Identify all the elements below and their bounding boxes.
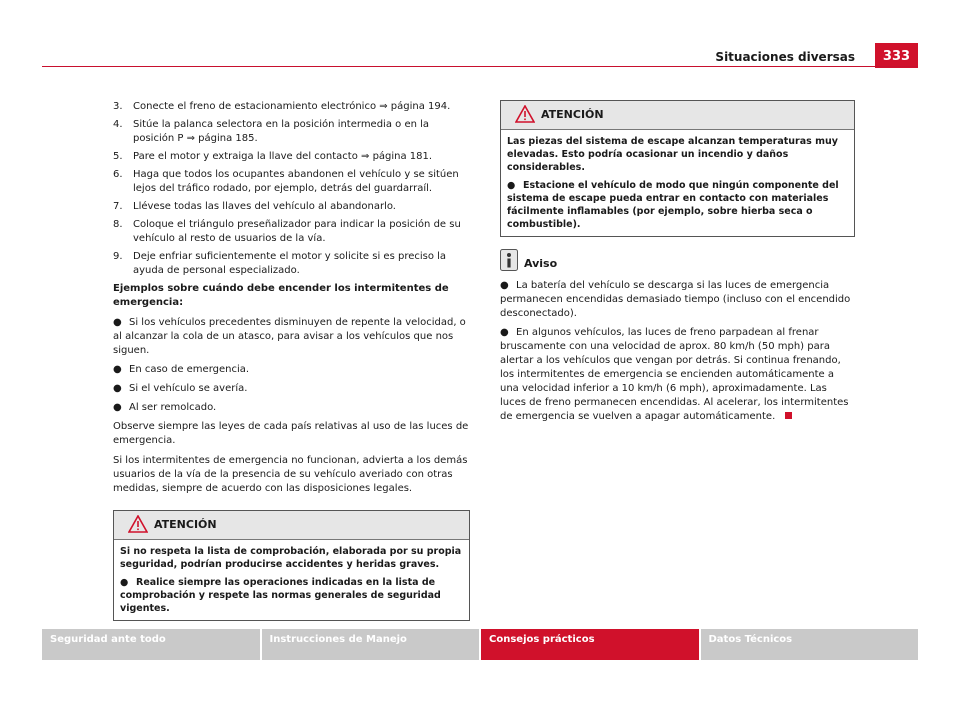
warning-triangle-icon	[128, 515, 148, 533]
warning-title: ATENCIÓN	[154, 518, 217, 531]
warning-title: ATENCIÓN	[541, 108, 604, 121]
paragraph-laws: Observe siempre las leyes de cada país relativas al uso de las luces de emergencia.	[113, 421, 469, 446]
list-item: ● Si el vehículo se avería.	[113, 383, 248, 394]
step-item: 9. Deje enfriar suficientemente el motor y solicite si es preciso la ayuda de personal especializado.	[113, 251, 447, 276]
examples-list	[113, 316, 470, 415]
warning-header	[501, 101, 854, 130]
warning-text: Si no respeta la lista de comprobación, elaborada por su propia seguridad, podrían producirse accidentes y heridas graves.	[120, 546, 462, 570]
step-item: 7. Llévese todas las llaves del vehículo al abandonarlo.	[113, 201, 396, 212]
tab-datos-tecnicos[interactable]: Datos Técnicos	[701, 629, 919, 660]
warning-box-checklist	[113, 510, 470, 621]
list-item: ● En caso de emergencia.	[113, 364, 250, 375]
tab-consejos[interactable]: Consejos prácticos	[481, 629, 699, 660]
step-item: 8. Coloque el triángulo preseñalizador para indicar la posición de su vehículo al resto de usuarios de la vía.	[113, 219, 461, 244]
list-item: ● Al ser remolcado.	[113, 402, 217, 413]
list-item: ● Si los vehículos precedentes disminuyen de repente la velocidad, o al alcanzar la cola de un atasco, para avisar a los vehículos que nos siguen.	[113, 317, 466, 356]
warning-box-exhaust	[500, 100, 855, 237]
warning-body	[501, 130, 854, 236]
note-title: Aviso	[524, 257, 558, 270]
paragraph-hazard-failure: Si los intermitentes de emergencia no funcionan, advierta a los demás usuarios de la vía de la presencia de su vehículo averiado con otras medidas, siempre de acuerdo con las disposiciones legales.	[113, 455, 468, 494]
right-column	[500, 100, 855, 429]
tab-seguridad[interactable]: Seguridad ante todo	[42, 629, 260, 660]
tab-instrucciones[interactable]: Instrucciones de Manejo	[262, 629, 480, 660]
warning-bullet: ● Realice siempre las operaciones indicadas en la lista de comprobación y respete las normas generales de seguridad vigentes.	[120, 577, 441, 614]
warning-text: Las piezas del sistema de escape alcanzan temperaturas muy elevadas. Esto podría ocasionar un incendio y daños considerables.	[507, 136, 838, 173]
info-icon	[500, 249, 518, 271]
list-item: ● La batería del vehículo se descarga si las luces de emergencia permanecen encendidas demasiado tiempo (incluso con el encendido desconectado).	[500, 280, 851, 319]
page-number: 333	[875, 43, 918, 68]
examples-heading: Ejemplos sobre cuándo debe encender los intermitentes de emergencia:	[113, 283, 449, 308]
step-item: 5. Pare el motor y extraiga la llave del contacto ⇒ página 181.	[113, 151, 433, 162]
procedure-steps	[113, 100, 470, 278]
section-end-marker	[785, 412, 792, 419]
footer-nav	[42, 629, 918, 660]
warning-header	[114, 511, 469, 540]
warning-bullet: ● Estacione el vehículo de modo que ningún componente del sistema de escape pueda entrar en contacto con materiales fácilmente inflamables (por ejemplo, sobre hierba seca o combustible).	[507, 180, 839, 230]
list-item: ● En algunos vehículos, las luces de freno parpadean al frenar bruscamente con una velocidad de aprox. 80 km/h (50 mph) para alertar a los vehículos que vengan por detrás. Si continua frenando, los intermitentes de emergencia se encienden automáticamente a una velocidad inferior a 10 km/h (6 mph), aproximadamente. Las luces de freno permanecen encendidas. Al acelerar, los intermitentes de emergencia se vuelven a apagar automáticamente.	[500, 327, 849, 422]
step-item: 4. Sitúe la palanca selectora en la posición intermedia o en la posición P ⇒ página 185.	[113, 119, 430, 144]
note-header	[500, 249, 855, 275]
warning-triangle-icon	[515, 105, 535, 123]
left-column	[113, 100, 470, 621]
step-item: 6. Haga que todos los ocupantes abandonen el vehículo y se sitúen lejos del tráfico rodado, por ejemplo, detrás del guardarraíl.	[113, 169, 459, 194]
warning-body	[114, 540, 469, 620]
header-divider	[42, 66, 918, 67]
step-item: 3. Conecte el freno de estacionamiento electrónico ⇒ página 194.	[113, 101, 451, 112]
page-header-title: Situaciones diversas	[715, 50, 855, 64]
note-list	[500, 279, 855, 424]
